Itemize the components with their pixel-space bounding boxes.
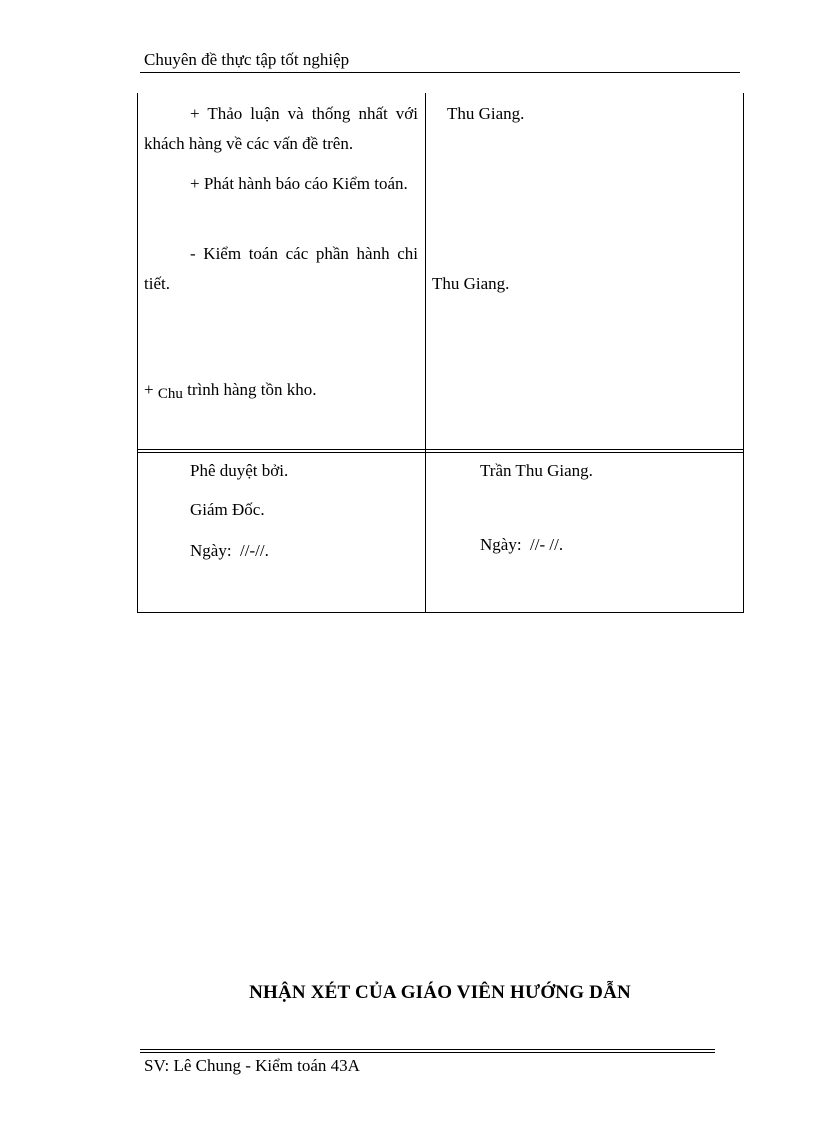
task-inventory-word: Chu <box>157 386 183 402</box>
table-row-divider <box>137 449 744 453</box>
preparer-date: Ngày: //- //. <box>480 535 564 554</box>
header-rule <box>140 72 740 73</box>
approval-date: Ngày: //-//. <box>190 541 269 560</box>
supervisor-comments-heading: NHẬN XÉT CỦA GIÁO VIÊN HƯỚNG DẪN <box>249 982 631 1003</box>
footer-rule-top <box>140 1049 715 1050</box>
table-bottom-border <box>137 612 744 613</box>
approved-by-label: Phê duyệt bởi. <box>190 461 289 480</box>
footer-rule-bottom <box>140 1052 715 1053</box>
task-inventory-cycle <box>144 375 418 409</box>
table-left-border <box>137 93 138 613</box>
director-label: Giám Đốc. <box>190 500 265 519</box>
assignee-2: Thu Giang. <box>432 274 510 293</box>
approval-table <box>137 93 744 613</box>
task-issue-audit-report: + Phát hành báo cáo Kiểm toán. <box>190 174 408 193</box>
table-right-border <box>743 93 744 613</box>
task-inventory-rest: trình hàng tồn kho. <box>187 380 317 399</box>
task-inventory-prefix: + <box>144 380 154 399</box>
page-header-title: Chuyên đề thực tập tốt nghiệp <box>144 50 350 69</box>
footer-student-info: SV: Lê Chung - Kiểm toán 43A <box>144 1056 360 1075</box>
task-discuss-with-client: + Thảo luận và thống nhất với khách hàng về các vấn đề trên. <box>144 104 418 153</box>
table-column-divider <box>425 93 426 613</box>
assignee-1: Thu Giang. <box>447 104 525 123</box>
preparer-name: Trần Thu Giang. <box>480 461 593 480</box>
task-audit-detail-sections: - Kiểm toán các phần hành chi tiết. <box>144 244 418 293</box>
